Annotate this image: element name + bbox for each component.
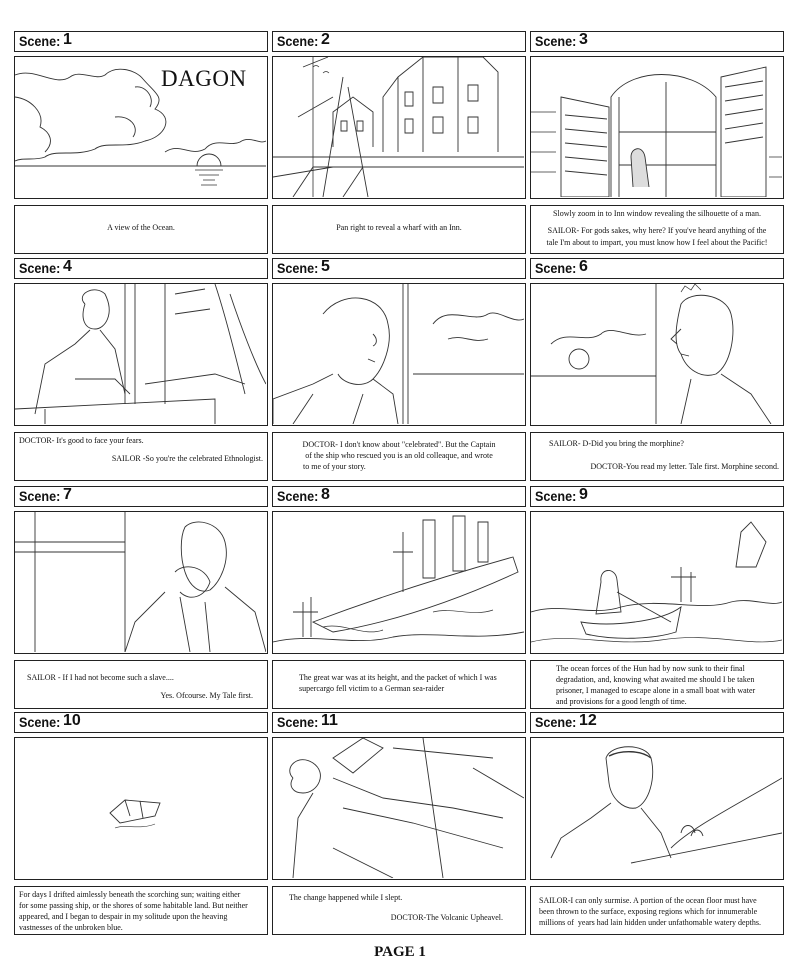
caption-line: SAILOR - If I had not become such a slave.... <box>27 673 174 682</box>
scene-caption <box>530 205 784 254</box>
caption-line: millions of years had lain hidden under unfathomable watery depths. <box>539 918 761 927</box>
scene-label <box>272 31 526 52</box>
caption-line: For days I drifted aimlessly beneath the scorching sun; waiting either <box>19 890 241 899</box>
caption-line: The change happened while I slept. <box>289 893 403 902</box>
scene-number: 3 <box>579 31 588 48</box>
caption-line: The great war was at its height, and the packet of which I was <box>299 673 497 682</box>
scene-caption <box>530 660 784 709</box>
caption-line: vastnesses of the unbroken blue. <box>19 923 123 932</box>
caption-line: Yes. Ofcourse. My Tale first. <box>160 691 253 700</box>
caption-line: The ocean forces of the Hun had by now sunk to their final <box>556 664 745 673</box>
caption-line: of the ship who rescued you is an old colleaque, and wrote <box>305 451 493 460</box>
scene-caption <box>272 660 526 709</box>
scene-number: 10 <box>63 712 81 729</box>
scene-caption <box>272 886 526 935</box>
scene-word: Scene: <box>535 260 577 276</box>
caption-line: to me of your story. <box>303 462 366 471</box>
scene-label <box>530 258 784 279</box>
caption-line: A view of the Ocean. <box>107 223 175 232</box>
scene-caption <box>14 660 268 709</box>
scene-word: Scene: <box>19 488 61 504</box>
scene-label <box>530 486 784 507</box>
caption-line: tale I'm about to impart, you must know how I feel about the Pacific! <box>546 238 768 247</box>
scene-caption <box>14 205 268 254</box>
scene-label <box>530 712 784 733</box>
scene-sketch-escape-boat <box>530 511 784 654</box>
caption-line: been thrown to the surface, exposing regions which for innumerable <box>539 907 758 916</box>
scene-number: 2 <box>321 31 330 48</box>
scene-sketch-inn-window <box>530 56 784 199</box>
scene-sketch-doctor-at-table <box>14 283 268 426</box>
scene-number: 4 <box>63 258 72 275</box>
caption-line: DOCTOR- I don't know about "celebrated". But the Captain <box>302 440 496 449</box>
scene-label <box>272 712 526 733</box>
scene-caption <box>272 205 526 254</box>
scene-word: Scene: <box>19 714 61 730</box>
caption-line: Pan right to reveal a wharf with an Inn. <box>336 223 462 232</box>
scene-sketch-ocean <box>14 56 268 199</box>
scene-sketch-sailor-profile <box>530 283 784 426</box>
scene-caption <box>530 432 784 481</box>
scene-sketch-drifting-boat <box>14 737 268 880</box>
scene-label <box>530 31 784 52</box>
scene-sketch-sea-raider <box>272 511 526 654</box>
scene-word: Scene: <box>19 33 61 49</box>
scene-number: 5 <box>321 258 330 275</box>
scene-word: Scene: <box>277 260 319 276</box>
caption-line: supercargo fell victim to a German sea-raider <box>299 684 445 693</box>
caption-line: SAILOR -So you're the celebrated Ethnologist. <box>111 454 263 463</box>
scene-caption <box>14 432 268 481</box>
caption-line: degradation, and, knowing what awaited me should I be taken <box>556 675 755 684</box>
caption-line: for some passing ship, or the shores of some habitable land. But neither <box>19 901 248 910</box>
scene-number: 11 <box>321 712 338 729</box>
scene-sketch-sailor-on-shore <box>530 737 784 880</box>
caption-line: SAILOR- For gods sakes, why here? If you've heard anything of the <box>547 226 767 235</box>
scene-label <box>14 712 268 733</box>
scene-word: Scene: <box>535 714 577 730</box>
scene-number: 8 <box>321 486 330 503</box>
scene-word: Scene: <box>277 714 319 730</box>
scene-word: Scene: <box>19 260 61 276</box>
caption-line: prisoner, I managed to escape alone in a small boat with water <box>556 686 756 695</box>
scene-sketch-sleeping-sailor <box>272 737 526 880</box>
scene-sketch-doctor-profile <box>272 283 526 426</box>
caption-line: DOCTOR-The Volcanic Upheavel. <box>390 913 503 922</box>
caption-line: Slowly zoom in to Inn window revealing the silhouette of a man. <box>553 209 761 218</box>
scene-caption <box>272 432 526 481</box>
scene-number: 1 <box>63 31 72 48</box>
caption-line: SAILOR-I can only surmise. A portion of the ocean floor must have <box>539 896 757 905</box>
scene-label <box>14 31 268 52</box>
scene-number: 7 <box>63 486 72 503</box>
scene-word: Scene: <box>535 33 577 49</box>
page-number: PAGE 1 <box>374 944 426 960</box>
scene-label <box>14 258 268 279</box>
scene-word: Scene: <box>535 488 577 504</box>
scene-number: 9 <box>579 486 588 503</box>
scene-sketch-sailor-hands-clasped <box>14 511 268 654</box>
caption-line: SAILOR- D-Did you bring the morphine? <box>549 439 684 448</box>
caption-line: DOCTOR- It's good to face your fears. <box>19 436 144 445</box>
scene-number: 6 <box>579 258 588 275</box>
scene-word: Scene: <box>277 33 319 49</box>
story-title: DAGON <box>161 66 247 91</box>
caption-line: DOCTOR-You read my letter. Tale first. Morphine second. <box>590 462 779 471</box>
scene-label <box>272 258 526 279</box>
scene-label <box>14 486 268 507</box>
caption-line: appeared, and I began to despair in my solitude upon the heaving <box>19 912 228 921</box>
scene-caption <box>530 886 784 935</box>
scene-caption <box>14 886 268 935</box>
scene-label <box>272 486 526 507</box>
scene-word: Scene: <box>277 488 319 504</box>
scene-number: 12 <box>579 712 597 729</box>
scene-sketch-wharf <box>272 56 526 199</box>
caption-line: and provisions for a good length of time. <box>556 697 687 706</box>
